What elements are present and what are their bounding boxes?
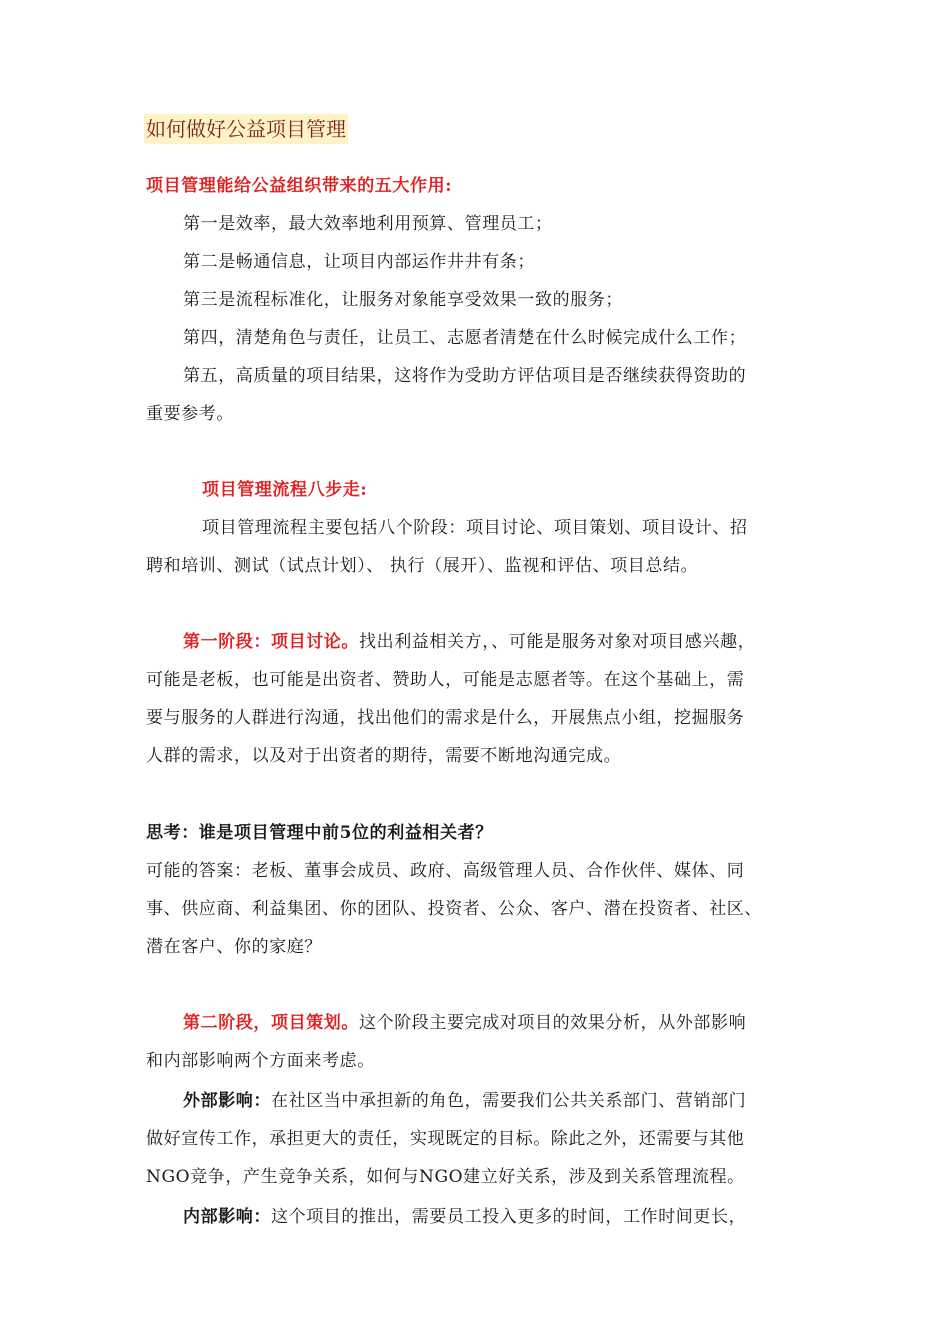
think-question: 思考：谁是项目管理中前5位的利益相关者？: [146, 823, 493, 843]
external-line: NGO竞争，产生竞争关系，如何与NGO建立好关系，涉及到关系管理流程。: [146, 1167, 745, 1187]
section1-line: 第三是流程标准化，让服务对象能享受效果一致的服务；: [183, 290, 623, 310]
stage2-line1-rest: 这个阶段主要完成对项目的效果分析，从外部影响: [359, 1013, 747, 1033]
section2-line: 聘和培训、测试（试点计划）、 执行（展开）、监视和评估、项目总结。: [146, 556, 699, 576]
section1-line: 第一是效率，最大效率地利用预算、管理员工；: [183, 214, 553, 234]
section1-line: 第五，高质量的项目结果，这将作为受助方评估项目是否继续获得资助的: [183, 366, 747, 386]
section2-heading: 项目管理流程八步走:: [202, 480, 368, 500]
section1-line: 第四，清楚角色与责任，让员工、志愿者清楚在什么时候完成什么工作；: [183, 328, 747, 348]
stage2-first-line: [183, 1012, 746, 1034]
stage1-line: 可能是老板，也可能是出资者、赞助人，可能是志愿者等。在这个基础上，需: [146, 670, 745, 690]
section2-line: 项目管理流程主要包括八个阶段：项目讨论、项目策划、项目设计、招: [202, 518, 748, 538]
external-label: 外部影响：: [183, 1091, 271, 1111]
internal-label: 内部影响：: [183, 1207, 271, 1227]
think-answer-line: 潜在客户、你的家庭？: [146, 937, 322, 957]
think-answer-line: 可能的答案：老板、董事会成员、政府、高级管理人员、合作伙伴、媒体、同: [146, 861, 745, 881]
document-title: 如何做好公益项目管理: [144, 114, 348, 144]
internal-first-line: [183, 1206, 746, 1228]
external-first-line: [183, 1090, 746, 1112]
stage1-line1-rest: 找出利益相关方，、可能是服务对象对项目感兴趣，: [359, 632, 756, 652]
stage1-line: 要与服务的人群进行沟通，找出他们的需求是什么，开展焦点小组，挖掘服务: [146, 708, 745, 728]
stage1-first-line: [183, 631, 755, 653]
external-line: 做好宣传工作，承担更大的责任，实现既定的目标。除此之外，还需要与其他: [146, 1129, 745, 1149]
section1-line: 第二是畅通信息，让项目内部运作井井有条；: [183, 252, 535, 272]
stage2-label: 第二阶段，项目策划。: [183, 1013, 359, 1033]
stage1-line: 人群的需求，以及对于出资者的期待，需要不断地沟通完成。: [146, 746, 622, 766]
internal-rest: 这个项目的推出，需要员工投入更多的时间，工作时间更长，: [271, 1207, 747, 1227]
think-answer-line: 事、供应商、利益集团、你的团队、投资者、公众、客户、潜在投资者、社区、: [146, 899, 762, 919]
section1-line: 重要参考。: [146, 404, 234, 424]
external-rest: 在社区当中承担新的角色，需要我们公共关系部门、营销部门: [271, 1091, 747, 1111]
stage2-line: 和内部影响两个方面来考虑。: [146, 1051, 375, 1071]
section1-heading: 项目管理能给公益组织带来的五大作用:: [146, 176, 453, 196]
stage1-label: 第一阶段：项目讨论。: [183, 632, 359, 652]
